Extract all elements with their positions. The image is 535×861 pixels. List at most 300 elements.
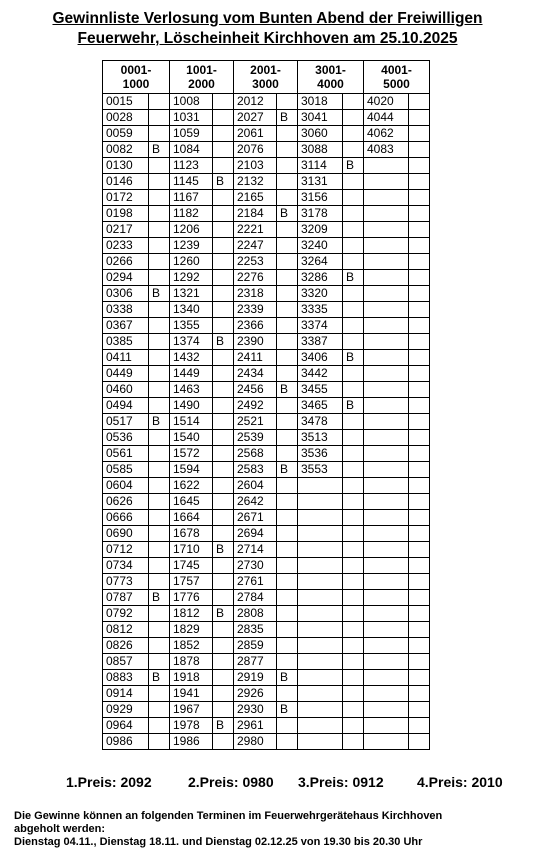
lot-number-cell: 3406 bbox=[298, 350, 343, 366]
lot-number-cell bbox=[298, 526, 343, 542]
bonus-marker-cell bbox=[343, 622, 364, 638]
bonus-marker-cell bbox=[343, 414, 364, 430]
pickup-notice bbox=[14, 810, 524, 849]
lot-number-cell: 2318 bbox=[234, 286, 277, 302]
bonus-marker-cell bbox=[213, 670, 234, 686]
lot-number-cell bbox=[364, 286, 409, 302]
lot-number-cell bbox=[364, 398, 409, 414]
bonus-marker-cell bbox=[343, 718, 364, 734]
lot-number-cell: 1239 bbox=[170, 238, 213, 254]
lot-number-cell: 1463 bbox=[170, 382, 213, 398]
bonus-marker-cell bbox=[343, 686, 364, 702]
table-row bbox=[103, 222, 430, 238]
lot-number-cell bbox=[298, 590, 343, 606]
lot-number-cell: 3286 bbox=[298, 270, 343, 286]
lot-number-cell: 1123 bbox=[170, 158, 213, 174]
bonus-marker-cell bbox=[343, 510, 364, 526]
lot-number-cell: 1167 bbox=[170, 190, 213, 206]
lot-number-cell: 1374 bbox=[170, 334, 213, 350]
bonus-marker-cell bbox=[213, 478, 234, 494]
bonus-marker-cell bbox=[213, 350, 234, 366]
lot-number-cell bbox=[298, 558, 343, 574]
bonus-marker-cell bbox=[409, 702, 430, 718]
bonus-marker-cell bbox=[409, 414, 430, 430]
bonus-marker-cell bbox=[343, 206, 364, 222]
lot-number-cell bbox=[298, 638, 343, 654]
bonus-marker-cell bbox=[343, 638, 364, 654]
bonus-marker-cell bbox=[277, 350, 298, 366]
lot-number-cell: 1059 bbox=[170, 126, 213, 142]
lot-number-cell: 3335 bbox=[298, 302, 343, 318]
bonus-marker-cell bbox=[149, 718, 170, 734]
lot-number-cell: 2456 bbox=[234, 382, 277, 398]
bonus-marker-cell bbox=[343, 174, 364, 190]
lot-number-cell bbox=[298, 606, 343, 622]
bonus-marker-cell bbox=[277, 414, 298, 430]
bonus-marker-cell bbox=[149, 190, 170, 206]
bonus-marker-cell bbox=[277, 542, 298, 558]
bonus-marker-cell bbox=[343, 302, 364, 318]
lot-number-cell: 2339 bbox=[234, 302, 277, 318]
bonus-marker-cell: B bbox=[277, 462, 298, 478]
lot-number-cell: 0734 bbox=[103, 558, 149, 574]
table-row bbox=[103, 414, 430, 430]
lot-number-cell bbox=[364, 222, 409, 238]
bonus-marker-cell bbox=[213, 686, 234, 702]
bonus-marker-cell bbox=[409, 574, 430, 590]
bonus-marker-cell bbox=[149, 222, 170, 238]
bonus-marker-cell bbox=[213, 254, 234, 270]
bonus-marker-cell bbox=[213, 622, 234, 638]
lot-number-cell: 0517 bbox=[103, 414, 149, 430]
lot-number-cell: 1355 bbox=[170, 318, 213, 334]
bonus-marker-cell: B bbox=[213, 718, 234, 734]
lot-number-cell bbox=[364, 270, 409, 286]
bonus-marker-cell bbox=[213, 158, 234, 174]
bonus-marker-cell bbox=[343, 590, 364, 606]
lot-number-cell bbox=[364, 558, 409, 574]
lot-number-cell bbox=[364, 414, 409, 430]
table-row bbox=[103, 718, 430, 734]
lot-number-cell bbox=[364, 590, 409, 606]
lot-number-cell: 1978 bbox=[170, 718, 213, 734]
table-row bbox=[103, 126, 430, 142]
winning-numbers-table bbox=[102, 60, 430, 750]
bonus-marker-cell bbox=[149, 126, 170, 142]
bonus-marker-cell bbox=[149, 574, 170, 590]
bonus-marker-cell bbox=[277, 558, 298, 574]
bonus-marker-cell bbox=[409, 622, 430, 638]
table-row bbox=[103, 110, 430, 126]
bonus-marker-cell bbox=[149, 158, 170, 174]
bonus-marker-cell bbox=[343, 126, 364, 142]
bonus-marker-cell: B bbox=[343, 158, 364, 174]
lot-number-cell: 2103 bbox=[234, 158, 277, 174]
lot-number-cell: 0385 bbox=[103, 334, 149, 350]
bonus-marker-cell bbox=[277, 430, 298, 446]
bonus-marker-cell bbox=[343, 446, 364, 462]
bonus-marker-cell bbox=[149, 638, 170, 654]
bonus-marker-cell bbox=[343, 382, 364, 398]
bonus-marker-cell bbox=[213, 382, 234, 398]
bonus-marker-cell bbox=[277, 734, 298, 750]
bonus-marker-cell bbox=[277, 190, 298, 206]
pickup-notice-line1: Die Gewinne können an folgenden Terminen im Feuerwehrgerätehaus Kirchhoven bbox=[14, 810, 443, 822]
lot-number-cell: 3131 bbox=[298, 174, 343, 190]
lot-number-cell bbox=[364, 478, 409, 494]
table-row bbox=[103, 510, 430, 526]
lot-number-cell: 2808 bbox=[234, 606, 277, 622]
lot-number-cell: 1664 bbox=[170, 510, 213, 526]
bonus-marker-cell bbox=[277, 302, 298, 318]
lot-number-cell: 2076 bbox=[234, 142, 277, 158]
lot-number-cell: 2539 bbox=[234, 430, 277, 446]
bonus-marker-cell bbox=[343, 654, 364, 670]
lot-number-cell: 2366 bbox=[234, 318, 277, 334]
bonus-marker-cell bbox=[213, 446, 234, 462]
table-row bbox=[103, 494, 430, 510]
bonus-marker-cell bbox=[213, 222, 234, 238]
lot-number-cell bbox=[364, 366, 409, 382]
table-row bbox=[103, 590, 430, 606]
bonus-marker-cell bbox=[213, 510, 234, 526]
bonus-marker-cell: B bbox=[277, 702, 298, 718]
bonus-marker-cell bbox=[343, 238, 364, 254]
prize-1: 1.Preis: 2092 bbox=[66, 774, 152, 790]
bonus-marker-cell bbox=[213, 734, 234, 750]
table-body bbox=[103, 94, 430, 750]
lot-number-cell bbox=[298, 622, 343, 638]
table-row bbox=[103, 302, 430, 318]
bonus-marker-cell bbox=[409, 606, 430, 622]
bonus-marker-cell bbox=[409, 638, 430, 654]
bonus-marker-cell bbox=[277, 526, 298, 542]
lot-number-cell: 1321 bbox=[170, 286, 213, 302]
bonus-marker-cell bbox=[343, 542, 364, 558]
lot-number-cell: 1710 bbox=[170, 542, 213, 558]
bonus-marker-cell bbox=[213, 366, 234, 382]
lot-number-cell: 1206 bbox=[170, 222, 213, 238]
bonus-marker-cell bbox=[409, 190, 430, 206]
lot-number-cell bbox=[364, 718, 409, 734]
bonus-marker-cell bbox=[343, 574, 364, 590]
lot-number-cell: 1757 bbox=[170, 574, 213, 590]
lot-number-cell: 3264 bbox=[298, 254, 343, 270]
lot-number-cell: 0338 bbox=[103, 302, 149, 318]
lot-number-cell: 0460 bbox=[103, 382, 149, 398]
lot-number-cell bbox=[364, 494, 409, 510]
bonus-marker-cell bbox=[409, 302, 430, 318]
lot-number-cell bbox=[298, 542, 343, 558]
bonus-marker-cell bbox=[277, 494, 298, 510]
bonus-marker-cell bbox=[343, 670, 364, 686]
bonus-marker-cell bbox=[343, 254, 364, 270]
bonus-marker-cell bbox=[409, 206, 430, 222]
bonus-marker-cell bbox=[343, 190, 364, 206]
bonus-marker-cell bbox=[213, 398, 234, 414]
bonus-marker-cell bbox=[343, 478, 364, 494]
bonus-marker-cell bbox=[213, 270, 234, 286]
lot-number-cell: 0690 bbox=[103, 526, 149, 542]
table-row bbox=[103, 686, 430, 702]
lot-number-cell bbox=[364, 382, 409, 398]
lot-number-cell: 1941 bbox=[170, 686, 213, 702]
bonus-marker-cell bbox=[149, 686, 170, 702]
lot-number-cell bbox=[364, 318, 409, 334]
bonus-marker-cell bbox=[409, 142, 430, 158]
bonus-marker-cell bbox=[409, 254, 430, 270]
lot-number-cell: 2926 bbox=[234, 686, 277, 702]
lot-number-cell: 0198 bbox=[103, 206, 149, 222]
lot-number-cell: 1852 bbox=[170, 638, 213, 654]
lot-number-cell bbox=[364, 254, 409, 270]
lot-number-cell: 0883 bbox=[103, 670, 149, 686]
bonus-marker-cell bbox=[409, 174, 430, 190]
bonus-marker-cell bbox=[277, 334, 298, 350]
table-row bbox=[103, 478, 430, 494]
bonus-marker-cell bbox=[149, 238, 170, 254]
bonus-marker-cell bbox=[149, 318, 170, 334]
bonus-marker-cell bbox=[409, 558, 430, 574]
lot-number-cell: 2061 bbox=[234, 126, 277, 142]
lot-number-cell: 3455 bbox=[298, 382, 343, 398]
bonus-marker-cell bbox=[409, 686, 430, 702]
bonus-marker-cell bbox=[277, 446, 298, 462]
lot-number-cell: 0217 bbox=[103, 222, 149, 238]
bonus-marker-cell: B bbox=[149, 286, 170, 302]
bonus-marker-cell bbox=[409, 382, 430, 398]
lot-number-cell: 2642 bbox=[234, 494, 277, 510]
bonus-marker-cell bbox=[409, 430, 430, 446]
table-row bbox=[103, 526, 430, 542]
lot-number-cell: 1340 bbox=[170, 302, 213, 318]
lot-number-cell bbox=[298, 702, 343, 718]
lot-number-cell: 2027 bbox=[234, 110, 277, 126]
lot-number-cell: 2694 bbox=[234, 526, 277, 542]
table-row bbox=[103, 174, 430, 190]
lot-number-cell: 2980 bbox=[234, 734, 277, 750]
bonus-marker-cell: B bbox=[213, 542, 234, 558]
lot-number-cell: 1008 bbox=[170, 94, 213, 110]
lot-number-cell bbox=[364, 158, 409, 174]
lot-number-cell: 0015 bbox=[103, 94, 149, 110]
lot-number-cell: 4062 bbox=[364, 126, 409, 142]
lot-number-cell: 3156 bbox=[298, 190, 343, 206]
bonus-marker-cell bbox=[409, 590, 430, 606]
table-row bbox=[103, 334, 430, 350]
lot-number-cell: 0306 bbox=[103, 286, 149, 302]
lot-number-cell bbox=[364, 430, 409, 446]
lot-number-cell: 0561 bbox=[103, 446, 149, 462]
lot-number-cell: 1967 bbox=[170, 702, 213, 718]
bonus-marker-cell bbox=[409, 398, 430, 414]
lot-number-cell: 2165 bbox=[234, 190, 277, 206]
bonus-marker-cell bbox=[343, 606, 364, 622]
lot-number-cell: 2221 bbox=[234, 222, 277, 238]
lot-number-cell bbox=[298, 478, 343, 494]
bonus-marker-cell bbox=[213, 190, 234, 206]
bonus-marker-cell bbox=[149, 558, 170, 574]
lot-number-cell bbox=[364, 702, 409, 718]
lot-number-cell: 0792 bbox=[103, 606, 149, 622]
lot-number-cell: 1745 bbox=[170, 558, 213, 574]
bonus-marker-cell bbox=[149, 430, 170, 446]
bonus-marker-cell bbox=[409, 158, 430, 174]
lot-number-cell: 2492 bbox=[234, 398, 277, 414]
bonus-marker-cell: B bbox=[149, 590, 170, 606]
lot-number-cell: 2919 bbox=[234, 670, 277, 686]
bonus-marker-cell bbox=[277, 574, 298, 590]
bonus-marker-cell bbox=[213, 318, 234, 334]
bonus-marker-cell bbox=[409, 318, 430, 334]
lot-number-cell: 3465 bbox=[298, 398, 343, 414]
lot-number-cell bbox=[364, 622, 409, 638]
lot-number-cell: 1432 bbox=[170, 350, 213, 366]
bonus-marker-cell bbox=[277, 158, 298, 174]
bonus-marker-cell bbox=[343, 334, 364, 350]
lot-number-cell: 0266 bbox=[103, 254, 149, 270]
bonus-marker-cell bbox=[409, 542, 430, 558]
lot-number-cell: 3374 bbox=[298, 318, 343, 334]
lot-number-cell bbox=[364, 302, 409, 318]
lot-number-cell: 2390 bbox=[234, 334, 277, 350]
bonus-marker-cell bbox=[149, 510, 170, 526]
bonus-marker-cell: B bbox=[343, 270, 364, 286]
lot-number-cell: 1145 bbox=[170, 174, 213, 190]
bonus-marker-cell bbox=[149, 206, 170, 222]
bonus-marker-cell bbox=[409, 366, 430, 382]
lot-number-cell: 1572 bbox=[170, 446, 213, 462]
bonus-marker-cell bbox=[343, 286, 364, 302]
lot-number-cell: 0914 bbox=[103, 686, 149, 702]
bonus-marker-cell bbox=[277, 638, 298, 654]
lot-number-cell: 0536 bbox=[103, 430, 149, 446]
lot-number-cell bbox=[298, 686, 343, 702]
lot-number-cell: 0449 bbox=[103, 366, 149, 382]
bonus-marker-cell bbox=[409, 222, 430, 238]
table-row bbox=[103, 350, 430, 366]
bonus-marker-cell bbox=[149, 446, 170, 462]
prize-2: 2.Preis: 0980 bbox=[188, 774, 274, 790]
lot-number-cell: 3114 bbox=[298, 158, 343, 174]
lot-number-cell: 1622 bbox=[170, 478, 213, 494]
bonus-marker-cell bbox=[213, 494, 234, 510]
bonus-marker-cell bbox=[343, 558, 364, 574]
lot-number-cell: 0666 bbox=[103, 510, 149, 526]
table-row bbox=[103, 254, 430, 270]
bonus-marker-cell bbox=[277, 398, 298, 414]
bonus-marker-cell: B bbox=[343, 398, 364, 414]
lot-number-cell: 3536 bbox=[298, 446, 343, 462]
bonus-marker-cell bbox=[213, 286, 234, 302]
bonus-marker-cell bbox=[149, 254, 170, 270]
bonus-marker-cell bbox=[149, 478, 170, 494]
lot-number-cell: 2434 bbox=[234, 366, 277, 382]
bonus-marker-cell bbox=[277, 478, 298, 494]
table-row bbox=[103, 94, 430, 110]
lot-number-cell: 1031 bbox=[170, 110, 213, 126]
table-row bbox=[103, 270, 430, 286]
table-header-row bbox=[103, 61, 430, 94]
bonus-marker-cell: B bbox=[277, 670, 298, 686]
bonus-marker-cell bbox=[277, 174, 298, 190]
page-title-line2: Feuerwehr, Löscheinheit Kirchhoven am 25.10.2025 bbox=[77, 30, 458, 47]
bonus-marker-cell: B bbox=[277, 206, 298, 222]
bonus-marker-cell bbox=[213, 526, 234, 542]
column-header-4001-5000: 4001- 5000 bbox=[364, 61, 430, 94]
bonus-marker-cell: B bbox=[149, 142, 170, 158]
bonus-marker-cell bbox=[409, 494, 430, 510]
lot-number-cell bbox=[364, 734, 409, 750]
lot-number-cell: 1292 bbox=[170, 270, 213, 286]
bonus-marker-cell bbox=[277, 142, 298, 158]
bonus-marker-cell bbox=[409, 334, 430, 350]
bonus-marker-cell bbox=[343, 494, 364, 510]
bonus-marker-cell bbox=[277, 318, 298, 334]
bonus-marker-cell bbox=[149, 366, 170, 382]
lot-number-cell: 0826 bbox=[103, 638, 149, 654]
lot-number-cell: 0172 bbox=[103, 190, 149, 206]
table-row bbox=[103, 430, 430, 446]
lot-number-cell bbox=[298, 670, 343, 686]
bonus-marker-cell bbox=[409, 270, 430, 286]
bonus-marker-cell bbox=[409, 126, 430, 142]
table-row bbox=[103, 318, 430, 334]
bonus-marker-cell: B bbox=[277, 382, 298, 398]
lot-number-cell: 1829 bbox=[170, 622, 213, 638]
lot-number-cell: 0411 bbox=[103, 350, 149, 366]
lot-number-cell bbox=[298, 574, 343, 590]
bonus-marker-cell: B bbox=[277, 110, 298, 126]
bonus-marker-cell bbox=[213, 462, 234, 478]
lot-number-cell: 1678 bbox=[170, 526, 213, 542]
lot-number-cell: 3178 bbox=[298, 206, 343, 222]
table-row bbox=[103, 446, 430, 462]
bonus-marker-cell bbox=[149, 110, 170, 126]
lot-number-cell bbox=[364, 174, 409, 190]
lot-number-cell: 2184 bbox=[234, 206, 277, 222]
lot-number-cell bbox=[364, 542, 409, 558]
bonus-marker-cell bbox=[149, 302, 170, 318]
bonus-marker-cell bbox=[213, 94, 234, 110]
pickup-notice-line3: Dienstag 04.11., Dienstag 18.11. und Dienstag 02.12.25 von 19.30 bis 20.30 Uhr bbox=[14, 836, 423, 848]
bonus-marker-cell bbox=[213, 654, 234, 670]
bonus-marker-cell bbox=[149, 270, 170, 286]
bonus-marker-cell bbox=[213, 206, 234, 222]
lot-number-cell: 2877 bbox=[234, 654, 277, 670]
lot-number-cell: 1776 bbox=[170, 590, 213, 606]
bonus-marker-cell bbox=[343, 734, 364, 750]
bonus-marker-cell: B bbox=[213, 174, 234, 190]
lot-number-cell: 2761 bbox=[234, 574, 277, 590]
lot-number-cell: 0082 bbox=[103, 142, 149, 158]
table-row bbox=[103, 542, 430, 558]
lot-number-cell bbox=[364, 206, 409, 222]
lot-number-cell: 3387 bbox=[298, 334, 343, 350]
table-row bbox=[103, 702, 430, 718]
lot-number-cell: 2247 bbox=[234, 238, 277, 254]
bonus-marker-cell bbox=[343, 430, 364, 446]
bonus-marker-cell bbox=[409, 478, 430, 494]
prize-4: 4.Preis: 2010 bbox=[417, 774, 503, 790]
lot-number-cell: 0604 bbox=[103, 478, 149, 494]
bonus-marker-cell bbox=[277, 238, 298, 254]
prize-3: 3.Preis: 0912 bbox=[298, 774, 384, 790]
lot-number-cell bbox=[364, 526, 409, 542]
bonus-marker-cell: B bbox=[213, 334, 234, 350]
lot-number-cell: 0494 bbox=[103, 398, 149, 414]
bonus-marker-cell bbox=[343, 110, 364, 126]
